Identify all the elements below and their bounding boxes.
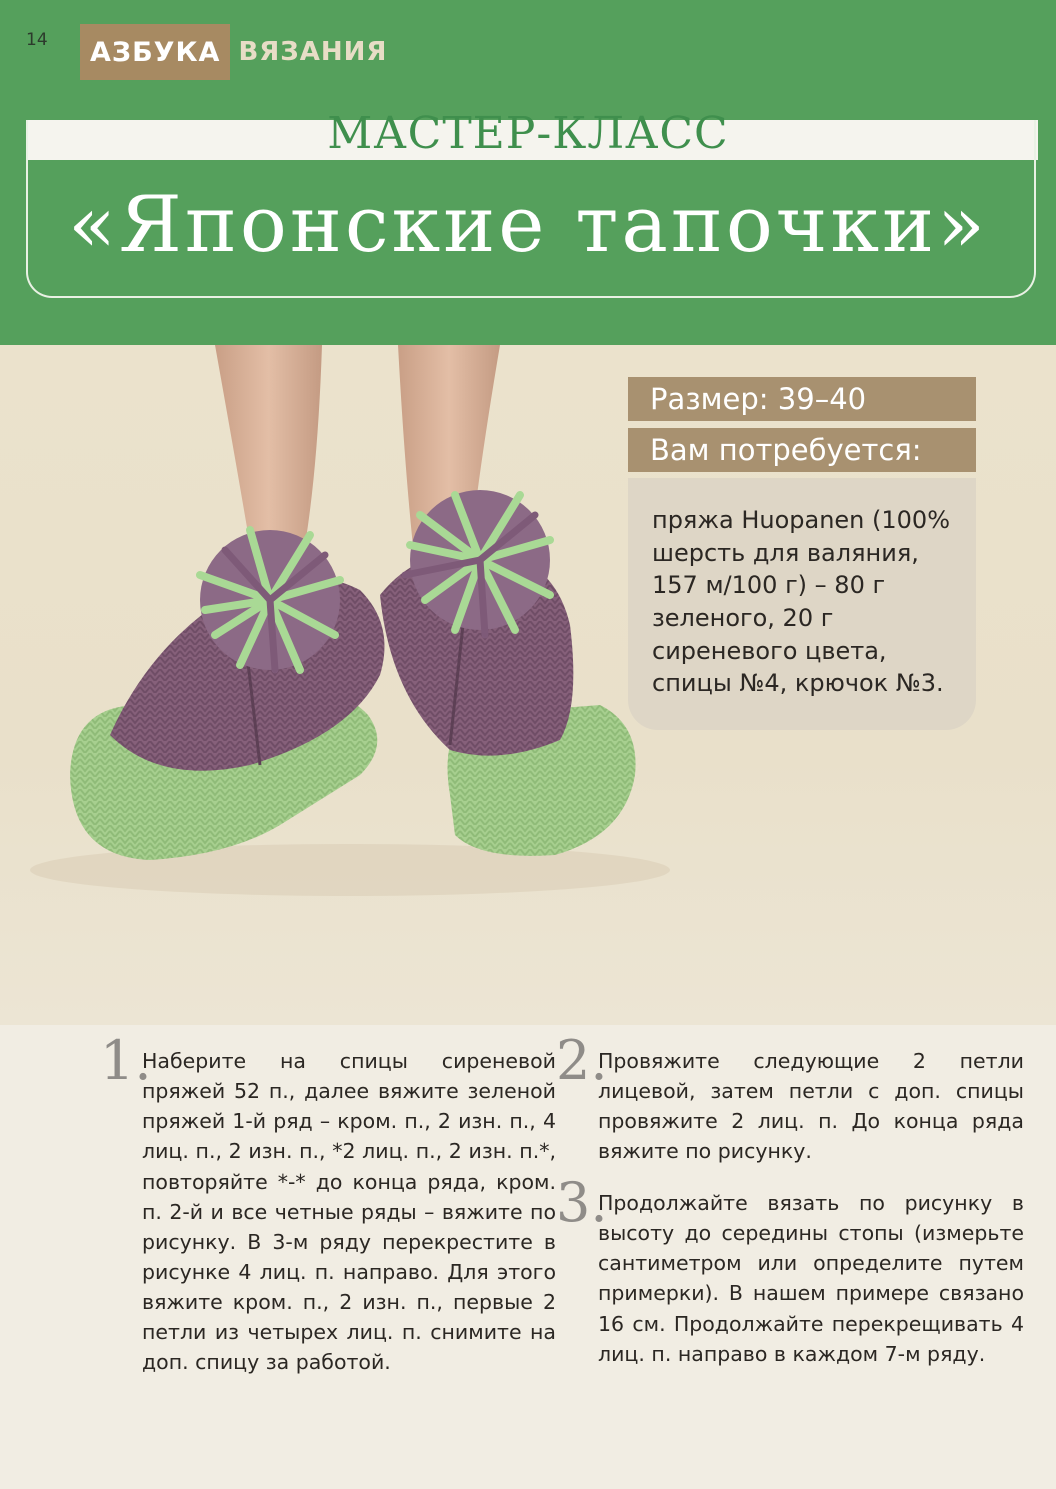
rubric-main: АЗБУКА <box>80 24 230 80</box>
step-number: 1. <box>100 1029 152 1092</box>
size-label: Размер: 39–40 <box>628 377 976 421</box>
materials-panel <box>628 478 976 730</box>
step-number: 2. <box>556 1029 608 1092</box>
page-title: «Японские тапочки» <box>68 180 988 270</box>
materials-heading: Вам потребуется: <box>628 428 976 472</box>
step-text: Наберите на спицы сиреневой пряжей 52 п., далее вяжите зеленой пряжей 1-й ряд – кром. п., 2 изн. п., 4 лиц. п., 2 изн. п., *2 лиц. п., 2 изн. п.*, повторяйте *-* до конца ряда, кром. п. 2-й и все четные ряды – вяжите по рисунку. В 3-м ряду перекрестите в рисунке 4 лиц. п. направо. Для этого вяжите кром. п., 2 изн. п., первые 2 петли из четырех лиц. п. снимите на доп. спицу за работой. <box>142 1049 556 1375</box>
kicker-heading: МАСТЕР-КЛАСС <box>327 108 729 159</box>
page-number: 14 <box>26 30 48 50</box>
header-band <box>0 0 1056 345</box>
step-1 <box>100 1029 556 1377</box>
step-3 <box>556 1171 1024 1369</box>
step-text: Продолжайте вязать по рисунку в высоту до середины стопы (измерьте сантиметром или определите путем примерки). В нашем примере связано 16 см. Продолжайте перекрещивать 4 лиц. п. направо в каждом 7-м ряду. <box>598 1191 1024 1366</box>
rubric-sub: ВЯЗАНИЯ <box>238 37 388 67</box>
step-2 <box>556 1029 1024 1167</box>
step-text: Провяжите следующие 2 петли лицевой, затем петли с доп. спицы провяжите 2 лиц. п. До конца ряда вяжите по рисунку. <box>598 1049 1024 1164</box>
step-number: 3. <box>556 1171 608 1234</box>
materials-text: пряжа Huopanen (100% шерсть для валяния, 157 м/100 г) – 80 г зеленого, 20 г сиреневого цвета, спицы №4, крючок №3. <box>652 506 950 698</box>
left-pompom <box>200 530 340 670</box>
rubric-label <box>80 24 387 80</box>
